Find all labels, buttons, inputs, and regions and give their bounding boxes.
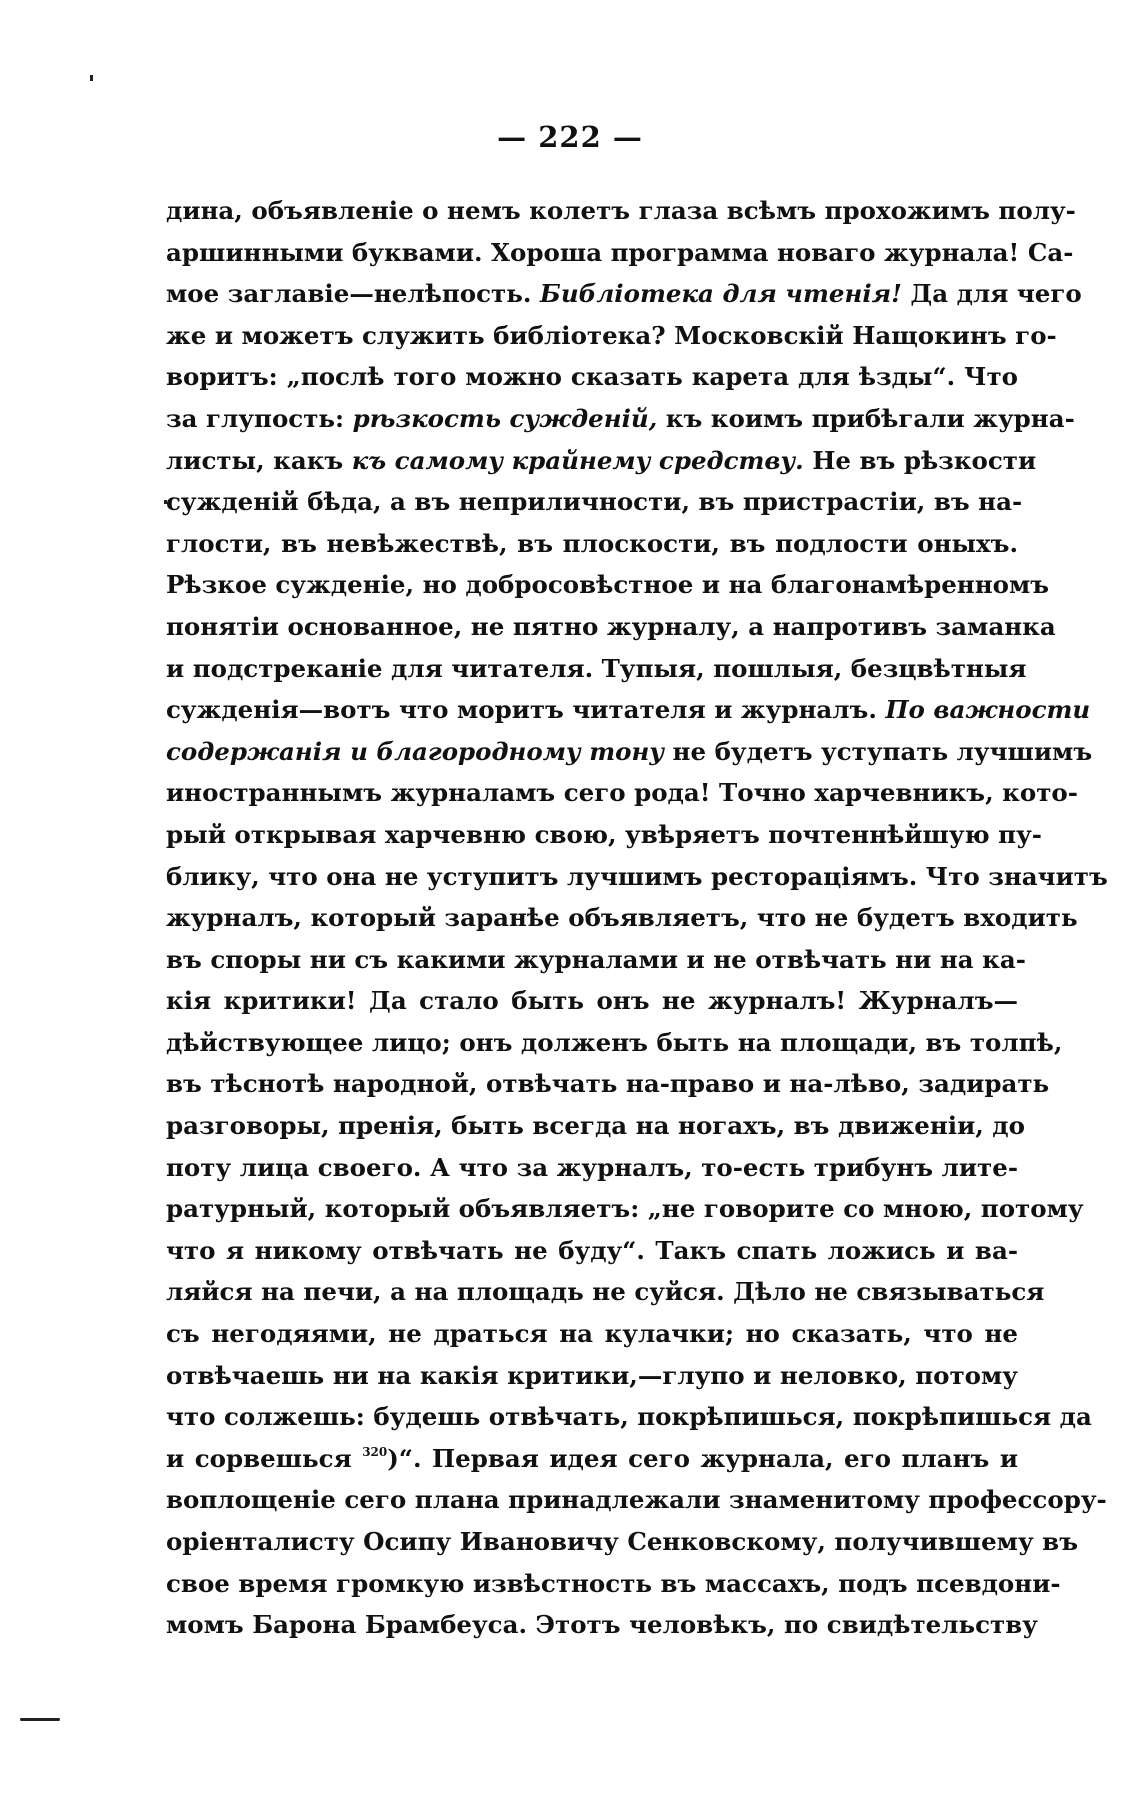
text-line — [166, 1479, 1107, 1521]
text-line — [166, 1230, 1018, 1272]
text-segment: воплощеніе сего плана принадлежали знаменитому профессору- — [166, 1485, 1107, 1515]
text-segment: Рѣзкое сужденіе, но добросовѣстное и на благонамѣренномъ — [166, 570, 1050, 600]
text-line — [166, 564, 1050, 606]
text-segment: момъ Барона Брамбеуса. Этотъ человѣкъ, по свидѣтельству — [166, 1610, 1038, 1640]
text-segment: же и можетъ служить библіотека? Московскій Нащокинъ го- — [166, 320, 1057, 350]
text-line — [166, 273, 1082, 315]
text-line — [166, 731, 1093, 773]
text-line — [166, 398, 1075, 440]
text-line — [166, 1396, 1092, 1438]
text-line — [166, 897, 1078, 939]
text-line — [166, 606, 1056, 648]
text-line — [166, 648, 1027, 690]
text-segment: оріенталисту Осипу Ивановичу Сенковскому, получившему въ — [166, 1527, 1078, 1556]
text-segment: понятіи основанное, не пятно журналу, а напротивъ заманка — [166, 611, 1056, 641]
text-segment: дина, объявленіе о немъ колетъ глаза всѣмъ прохожимъ полу- — [166, 196, 1076, 225]
italic-segment: содержанія и благородному тону — [166, 736, 665, 766]
text-segment: поту лица своего. А что за журналъ, то-есть трибунъ лите- — [166, 1152, 1018, 1182]
text-segment: и сорвешься — [166, 1443, 363, 1473]
text-line — [166, 1313, 1018, 1355]
text-segment: Не въ рѣзкости — [803, 445, 1037, 475]
text-line — [166, 481, 1023, 523]
text-segment: )“. Первая идея сего журнала, его планъ и — [387, 1443, 1018, 1473]
text-line — [166, 1188, 1084, 1230]
text-segment: глости, въ невѣжествѣ, въ плоскости, въ подлости оныхъ. — [166, 528, 1018, 558]
text-segment: свое время громкую извѣстность въ массахъ, подъ псевдони- — [166, 1568, 1061, 1598]
text-line — [166, 1521, 1078, 1563]
text-line — [166, 1147, 1018, 1189]
text-segment: блику, что она не уступитъ лучшимъ ресторацiямъ. Что значитъ — [166, 861, 1108, 891]
text-segment: рый открывая харчевню свою, увѣряетъ почтеннѣйшую пу- — [166, 819, 1042, 849]
text-line — [166, 1563, 1061, 1605]
text-segment: листы, какъ — [166, 445, 352, 475]
italic-segment: къ самому крайнему средству. — [351, 445, 804, 475]
text-segment: отвѣчаешь ни на какія критики,—глупо и неловко, потому — [166, 1360, 1018, 1390]
text-segment: разговоры, пренія, быть всегда на ногахъ, въ движеніи, до — [166, 1111, 1025, 1141]
text-segment: за глупость: — [166, 403, 353, 433]
text-segment: и подстреканіе для читателя. Тупыя, пошлыя, безцвѣтныя — [166, 653, 1027, 683]
text-segment: къ коимъ прибѣгали журна- — [657, 403, 1075, 433]
text-line — [166, 356, 1018, 398]
text-line — [166, 772, 1078, 814]
footnote-marker: 320 — [362, 1444, 388, 1459]
text-segment: въ споры ни съ какими журналами и не отвѣчать ни на ка- — [166, 944, 1026, 974]
text-line — [166, 440, 1037, 482]
text-line — [166, 1063, 1050, 1105]
text-line — [166, 814, 1042, 856]
italic-segment: Библіотека для чтенія! — [539, 279, 902, 309]
text-line — [166, 980, 1018, 1022]
text-segment: Да для чего — [901, 279, 1082, 309]
text-line — [166, 1105, 1025, 1147]
text-segment: мое заглавіе—нелѣпость. — [166, 279, 540, 309]
margin-mark — [20, 1718, 60, 1721]
text-segment: журналъ, который заранѣе объявляетъ, что не будетъ входить — [166, 903, 1078, 933]
text-line — [166, 1355, 1018, 1397]
ink-speck — [90, 75, 93, 81]
text-segment: съ негодяями, не драться на кулачки; но сказать, что не — [166, 1319, 1018, 1349]
text-segment: сужденія—вотъ что моритъ читателя и журналъ. — [166, 695, 886, 725]
body-text — [166, 190, 1108, 1646]
text-segment: ляйся на печи, а на площадь не суйся. Дѣло не связываться — [166, 1277, 1045, 1307]
page-number: — 222 — — [497, 120, 643, 154]
text-segment: воритъ: „послѣ того можно сказать карета для ѣзды“. Что — [166, 362, 1018, 392]
text-segment: не будетъ уступать лучшимъ — [664, 736, 1093, 766]
text-segment: дѣйствующее лицо; онъ долженъ быть на площади, въ толпѣ, — [166, 1027, 1063, 1057]
text-line — [166, 689, 1091, 731]
text-segment: что солжешь: будешь отвѣчать, покрѣпишься, покрѣпишься да — [166, 1402, 1092, 1432]
text-line — [166, 856, 1108, 898]
text-segment: иностраннымъ журналамъ сего рода! Точно харчевникъ, кото- — [166, 778, 1078, 808]
text-line — [166, 1271, 1045, 1313]
text-segment: ратурный, который объявляетъ: „не говорите со мною, потому — [166, 1194, 1084, 1224]
text-line — [166, 1022, 1063, 1064]
text-segment: кія критики! Да стало быть онъ не журналъ! Журналъ— — [166, 986, 1018, 1016]
text-line — [166, 523, 1018, 565]
text-line — [166, 1604, 1038, 1646]
text-segment: въ тѣснотѣ народной, отвѣчать на-право и на-лѣво, задирать — [166, 1069, 1050, 1099]
text-line — [166, 1438, 1018, 1480]
italic-segment: По важности — [885, 695, 1091, 725]
text-line — [166, 190, 1076, 232]
text-segment: аршинными буквами. Хороша программа новаго журнала! Са- — [166, 237, 1074, 267]
text-segment: сужденій бѣда, а въ неприличности, въ пристрастіи, въ на- — [166, 487, 1023, 517]
text-line — [166, 315, 1057, 357]
text-segment: что я никому отвѣчать не буду“. Такъ спать ложись и ва- — [166, 1235, 1018, 1265]
text-line — [166, 232, 1074, 274]
italic-segment: рѣзкость сужденій, — [352, 403, 658, 433]
text-line — [166, 939, 1026, 981]
